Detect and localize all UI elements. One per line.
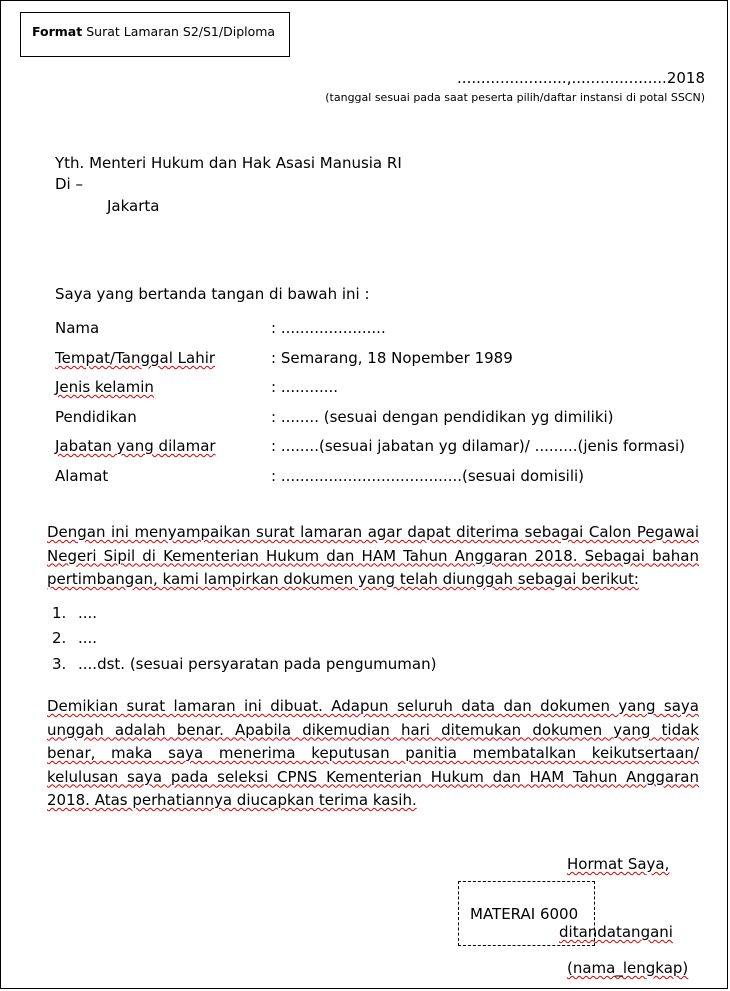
format-title-box [20, 12, 290, 57]
recipient-line-1: Yth. Menteri Hukum dan Hak Asasi Manusia RI [55, 154, 402, 172]
date-note: (tanggal sesuai pada saat peserta pilih/daftar instansi di potal SSCN) [325, 91, 705, 104]
list-item-1-number: 1. [52, 604, 67, 622]
materai-label: MATERAI 6000 [470, 905, 579, 923]
paragraph1-line: Negeri Sipil di Kementerian Hukum dan HAM Tahun Anggaran 2018. Sebagai bahan [47, 546, 699, 565]
signer-name: (nama_lengkap) [567, 959, 689, 977]
paragraph1-line: pertimbangan, kami lampirkan dokumen yang telah diunggah sebagai berikut: [47, 570, 639, 588]
list-item-3-number: 3. [52, 655, 67, 673]
field-label-jenis-kelamin: Jenis kelamin [55, 378, 154, 396]
recipient-line-2: Di – [55, 175, 83, 193]
format-title-bold: Format [32, 24, 83, 39]
field-value-jenis-kelamin: : ............ [271, 378, 339, 396]
paragraph-application [47, 521, 699, 592]
closing-greeting: Hormat Saya, [567, 855, 670, 873]
paragraph-declaration [47, 695, 699, 813]
signed-note: ditandatangani [559, 923, 673, 941]
field-value-jabatan: : ........(sesuai jabatan yg dilamar)/ .........(jenis formasi) [271, 437, 686, 455]
paragraph2-line: kelulusan saya pada seleksi CPNS Kementerian Hukum dan HAM Tahun Anggaran [47, 767, 699, 786]
recipient-line-3: Jakarta [107, 197, 160, 215]
paragraph2-line: Demikian surat lamaran ini dibuat. Adapun seluruh data dan dokumen yang saya [47, 697, 699, 715]
field-label-ttl: Tempat/Tanggal Lahir [55, 349, 216, 367]
field-value-ttl: : Semarang, 18 Nopember 1989 [271, 349, 513, 367]
paragraph2-line: benar, maka saya menerima keputusan panitia membatalkan keikutsertaan/ [47, 744, 699, 762]
paragraph2-line: unggah adalah benar. Apabila dikemudian hari ditemukan dokumen yang tidak [47, 720, 699, 739]
list-item-2-number: 2. [52, 629, 67, 647]
paragraph2-line: 2018. Atas perhatiannya diucapkan terima kasih. [47, 791, 417, 809]
field-value-pendidikan: : ........ (sesuai dengan pendidikan yg dimiliki) [271, 408, 614, 426]
field-label-nama: Nama [55, 319, 100, 337]
field-value-alamat: : ......................................(sesuai domisili) [271, 467, 585, 485]
date-line: .......................,....................2018 [457, 69, 705, 87]
list-item-3-text: ....dst. (sesuai persyaratan pada pengumuman) [78, 655, 437, 673]
list-item-1-text: .... [78, 604, 98, 622]
list-item-2-text: .... [78, 629, 98, 647]
field-label-jabatan: Jabatan yang dilamar [55, 437, 216, 455]
field-value-nama: : ...................... [271, 319, 386, 337]
field-label-alamat: Alamat [55, 467, 109, 485]
format-title-text: Surat Lamaran S2/S1/Diploma [82, 24, 276, 39]
paragraph1-line: Dengan ini menyampaikan surat lamaran agar dapat diterima sebagai Calon Pegawai [47, 523, 699, 541]
intro-text: Saya yang bertanda tangan di bawah ini : [55, 285, 370, 303]
field-label-pendidikan: Pendidikan [55, 408, 137, 426]
